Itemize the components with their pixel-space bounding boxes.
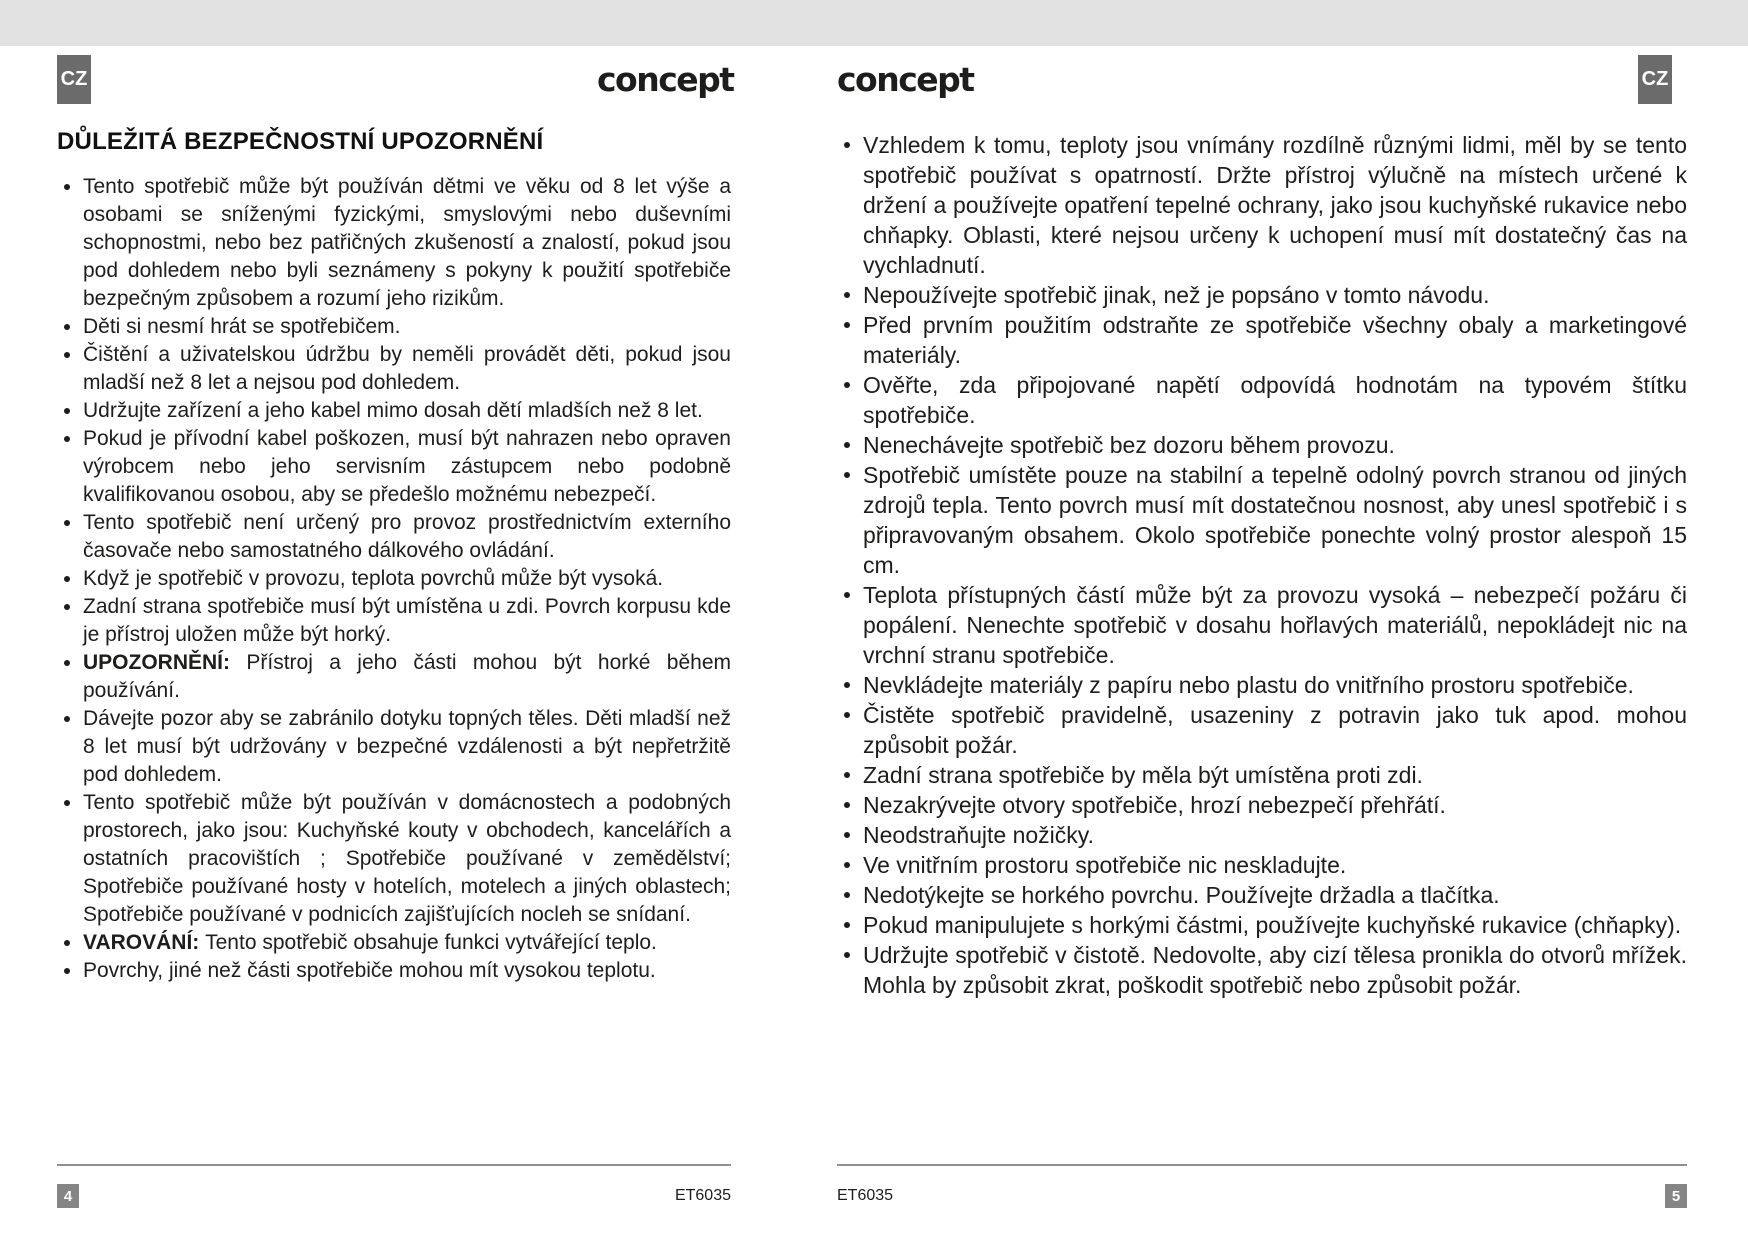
safety-list-item xyxy=(837,700,1687,760)
safety-list-item xyxy=(837,760,1687,790)
safety-list-item-text: Pokud manipulujete s horkými částmi, používejte kuchyňské rukavice (chňapky). xyxy=(863,912,1682,938)
brand-logo-right: concept xyxy=(837,60,974,99)
bullet-icon xyxy=(844,322,850,328)
bullet-icon xyxy=(844,712,850,718)
safety-list-item xyxy=(57,341,731,397)
safety-list-item-text: Čistěte spotřebič pravidelně, usazeniny z potravin jako tuk apod. mohou způsobit požár. xyxy=(863,702,1687,758)
safety-list-item-text: Zadní strana spotřebiče musí být umístěna u zdi. Povrch korpusu kde je přístroj uložen může být horký. xyxy=(83,595,731,646)
safety-list-item xyxy=(57,649,731,705)
bullet-icon xyxy=(844,922,850,928)
safety-list-item-text: Když je spotřebič v provozu, teplota povrchů může být vysoká. xyxy=(83,567,664,590)
safety-list-item xyxy=(57,957,731,985)
safety-list-item-text: Udržujte spotřebič v čistotě. Nedovolte, aby cizí tělesa pronikla do otvorů mřížek. Mohla by způsobit zkrat, poškodit spotřebič nebo způsobit požár. xyxy=(863,942,1687,998)
safety-list-item xyxy=(57,425,731,509)
safety-list-item xyxy=(837,940,1687,1000)
safety-list-item-text: Pokud je přívodní kabel poškozen, musí být nahrazen nebo opraven výrobcem nebo jeho servisním zástupcem nebo podobně kvalifikovanou osobou, aby se předešlo možnému nebezpečí. xyxy=(83,427,731,506)
bullet-icon xyxy=(844,442,850,448)
safety-list-item xyxy=(837,850,1687,880)
safety-list-item xyxy=(57,397,731,425)
safety-list-item-text: Nedotýkejte se horkého povrchu. Používejte držadla a tlačítka. xyxy=(863,882,1500,908)
language-badge-right xyxy=(1632,55,1678,104)
safety-list-item-text: Udržujte zařízení a jeho kabel mimo dosah dětí mladších než 8 let. xyxy=(83,399,703,422)
safety-list-item xyxy=(57,565,731,593)
bullet-icon xyxy=(64,352,70,358)
safety-list-item xyxy=(57,313,731,341)
language-badge-label: CZ xyxy=(60,68,88,90)
footer-rule-right xyxy=(837,1164,1687,1166)
safety-list-item xyxy=(57,173,731,313)
safety-list-item xyxy=(837,460,1687,580)
safety-list-item-text: Děti si nesmí hrát se spotřebičem. xyxy=(83,315,401,338)
safety-list-item xyxy=(57,593,731,649)
bullet-icon xyxy=(844,592,850,598)
safety-list-item-text: Nepoužívejte spotřebič jinak, než je popsáno v tomto návodu. xyxy=(863,282,1490,308)
page-number-badge-left: 4 xyxy=(57,1184,79,1208)
safety-list-item-text: Ve vnitřním prostoru spotřebiče nic neskladujte. xyxy=(863,852,1347,878)
safety-list-item xyxy=(57,509,731,565)
bullet-icon xyxy=(844,892,850,898)
model-number-right: ET6035 xyxy=(837,1187,894,1204)
safety-list-item-text: Nezakrývejte otvory spotřebiče, hrozí nebezpečí přehřátí. xyxy=(863,792,1446,818)
bullet-icon xyxy=(64,800,70,806)
safety-list-item xyxy=(57,705,731,789)
safety-list-item-text: Tento spotřebič není určený pro provoz prostřednictvím externího časovače nebo samostatného dálkového ovládání. xyxy=(83,511,731,562)
safety-list-item-text: Tento spotřebič může být používán dětmi ve věku od 8 let výše a osobami se sníženými fyzickými, smyslovými nebo duševními schopnostmi, nebo bez patřičných zkušeností a znalostí, pokud jsou pod dohledem nebo byli seznámeny s pokyny k použití spotřebiče bezpečným způsobem a rozumí jeho rizikům. xyxy=(83,175,731,310)
safety-list-item xyxy=(837,580,1687,670)
safety-list-item-text: Zadní strana spotřebiče by měla být umístěna proti zdi. xyxy=(863,762,1423,788)
page-left xyxy=(57,128,731,985)
safety-list-item xyxy=(837,310,1687,370)
footer-rule-left xyxy=(57,1164,731,1166)
brand-logo-left: concept xyxy=(597,60,734,99)
bullet-icon xyxy=(64,716,70,722)
safety-list-item-text: Dávejte pozor aby se zabránilo dotyku topných těles. Děti mladší než 8 let musí být udržovány v bezpečné vzdálenosti a být nepřetržitě pod dohledem. xyxy=(83,707,731,786)
safety-list-right xyxy=(837,130,1687,1000)
bullet-icon xyxy=(64,520,70,526)
model-number-left: ET6035 xyxy=(674,1187,731,1204)
bullet-icon xyxy=(64,968,70,974)
safety-list-item xyxy=(837,820,1687,850)
safety-list-item-text: UPOZORNĚNÍ: Přístroj a jeho části mohou být horké během používání. xyxy=(83,651,731,702)
safety-list-item-text: Čištění a uživatelskou údržbu by neměli provádět děti, pokud jsou mladší než 8 let a nejsou pod dohledem. xyxy=(83,343,731,394)
safety-list-item xyxy=(837,910,1687,940)
bullet-icon xyxy=(64,436,70,442)
safety-list-item-text: Teplota přístupných částí může být za provozu vysoká – nebezpečí požáru či popálení. Nenechte spotřebič v dosahu hořlavých materiálů, nepokládejt nic na vrchní stranu spotřebiče. xyxy=(863,582,1687,668)
page-number-badge-right: 5 xyxy=(1665,1184,1687,1208)
safety-list-item-text: Před prvním použitím odstraňte ze spotřebiče všechny obaly a marketingové materiály. xyxy=(863,312,1687,368)
bullet-icon xyxy=(64,940,70,946)
safety-list-item xyxy=(837,370,1687,430)
bullet-icon xyxy=(844,292,850,298)
safety-list-item xyxy=(837,790,1687,820)
bullet-icon xyxy=(844,382,850,388)
page-right xyxy=(837,130,1687,1000)
safety-list-item-text: Povrchy, jiné než části spotřebiče mohou mít vysokou teplotu. xyxy=(83,959,656,982)
bullet-icon xyxy=(844,862,850,868)
safety-list-item-text: Spotřebič umístěte pouze na stabilní a tepelně odolný povrch stranou od jiných zdrojů tepla. Tento povrch musí mít dostatečnou nosnost, aby unesl spotřebič i s připravovaným obsahem. Okolo spotřebiče ponechte volný prostor alespoň 15 cm. xyxy=(863,462,1687,578)
safety-list-left xyxy=(57,173,731,985)
safety-list-item-text: Ověřte, zda připojované napětí odpovídá hodnotám na typovém štítku spotřebiče. xyxy=(863,372,1687,428)
safety-list-item-text: Nenechávejte spotřebič bez dozoru během provozu. xyxy=(863,432,1395,458)
page-title: DŮLEŽITÁ BEZPEČNOSTNÍ UPOZORNĚNÍ xyxy=(57,128,544,155)
safety-list-item xyxy=(837,430,1687,460)
bullet-icon xyxy=(844,142,850,148)
safety-list-item xyxy=(837,130,1687,280)
safety-list-item-text: VAROVÁNÍ: Tento spotřebič obsahuje funkci vytvářející teplo. xyxy=(83,931,657,954)
safety-list-item-text: Neodstraňujte nožičky. xyxy=(863,822,1094,848)
bullet-icon xyxy=(844,952,850,958)
bullet-icon xyxy=(844,802,850,808)
bullet-icon xyxy=(64,184,70,190)
language-badge-label: CZ xyxy=(1641,68,1669,90)
safety-list-item-text: Vzhledem k tomu, teploty jsou vnímány rozdílně různými lidmi, měl by se tento spotřebič používat s opatrností. Držte přístroj výlučně na místech určené k držení a používejte opatření tepelné ochrany, jako jsou kuchyňské rukavice nebo chňapky. Oblasti, které nejsou určeny k uchopení musí mít dostatečný čas na vychladnutí. xyxy=(863,132,1687,278)
language-badge-left xyxy=(51,55,97,104)
safety-list-item xyxy=(837,670,1687,700)
safety-list-item-text: Tento spotřebič může být používán v domácnostech a podobných prostorech, jako jsou: Kuchyňské kouty v obchodech, kancelářích a ostatních pracovištích ; Spotřebiče používané v zemědělství; Spotřebiče používané hosty v hotelích, motelech a jiných oblastech; Spotřebiče používané v podnicích zajišťujících nocleh se snídaní. xyxy=(83,791,731,926)
bullet-icon xyxy=(64,576,70,582)
bullet-icon xyxy=(844,472,850,478)
safety-list-item-text: Nevkládejte materiály z papíru nebo plastu do vnitřního prostoru spotřebiče. xyxy=(863,672,1634,698)
bullet-icon xyxy=(64,660,70,666)
safety-list-item xyxy=(57,789,731,929)
bullet-icon xyxy=(64,324,70,330)
bullet-icon xyxy=(64,604,70,610)
safety-list-item xyxy=(57,929,731,957)
bullet-icon xyxy=(844,682,850,688)
safety-list-item xyxy=(837,880,1687,910)
header-band xyxy=(0,0,1748,46)
safety-list-item xyxy=(837,280,1687,310)
bullet-icon xyxy=(64,408,70,414)
bullet-icon xyxy=(844,772,850,778)
bullet-icon xyxy=(844,832,850,838)
